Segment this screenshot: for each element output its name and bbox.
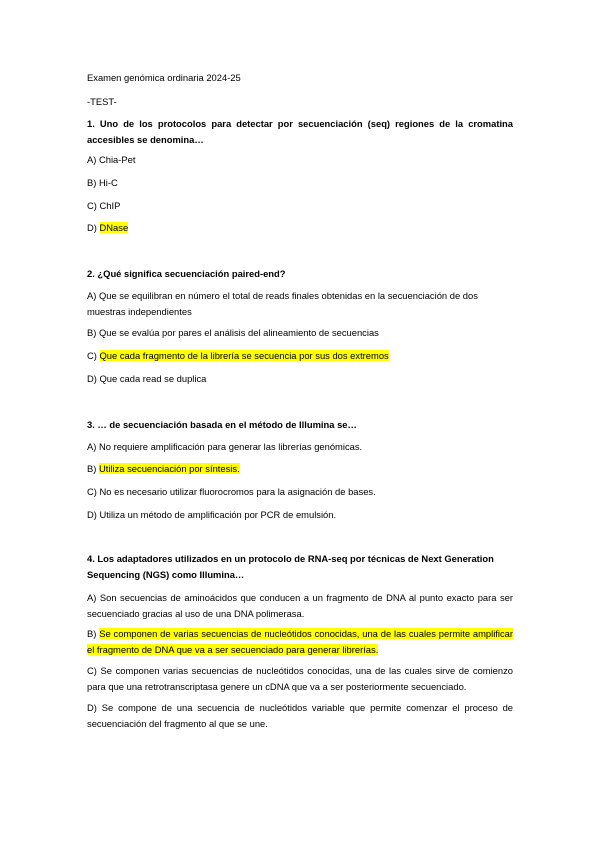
option-text: Chia-Pet <box>98 154 136 165</box>
option-letter: C) <box>87 200 97 211</box>
question-1-prompt: 1. Uno de los protocolos para detectar por secuenciación (seq) regiones de la cromatina accesibles se denomina… <box>87 118 513 145</box>
option-letter: B) <box>87 177 97 188</box>
option-letter: C) <box>87 665 97 676</box>
option-text-highlighted: Utiliza secuenciación por síntesis. <box>98 463 240 474</box>
q3-option-d <box>87 509 336 521</box>
option-letter: D) <box>87 702 97 713</box>
option-letter: A) <box>87 592 97 603</box>
option-letter: D) <box>87 373 97 384</box>
q1-option-c <box>87 200 120 212</box>
q1-option-d <box>87 222 128 234</box>
q1-option-b <box>87 177 118 189</box>
q1-option-a <box>87 154 135 166</box>
option-text: Hi-C <box>98 177 118 188</box>
option-text: No requiere amplificación para generar las librerías genómicas. <box>98 441 363 452</box>
option-text: Se compone de una secuencia de nucleótidos variable que permite comenzar el proceso de secuenciación del fragmento al que se une. <box>87 702 513 729</box>
q4-option-c <box>87 663 513 695</box>
q2-option-c <box>87 350 389 362</box>
option-text: No es necesario utilizar fluorocromos para la asignación de bases. <box>99 486 376 497</box>
q2-option-a <box>87 288 513 320</box>
option-text: Se componen varias secuencias de nucleótidos conocidas, una de las cuales sirve de comienzo para que una retrotranscriptasa genere un cDNA que va a ser posteriormente secuenciado. <box>87 665 513 692</box>
q3-option-c <box>87 486 376 498</box>
option-text-highlighted: DNase <box>99 222 129 233</box>
q2-option-d <box>87 373 206 385</box>
option-text: Son secuencias de aminoácidos que conducen a un fragmento de DNA al punto exacto para ser secuenciado gracias al uso de una DNA polimerasa. <box>87 592 513 619</box>
q2-option-b <box>87 327 379 339</box>
exam-subtitle: -TEST- <box>87 96 117 107</box>
question-4-prompt: 4. Los adaptadores utilizados en un protocolo de RNA-seq por técnicas de Next Generation Sequencing (NGS) como Illumina… <box>87 553 494 580</box>
option-letter: A) <box>87 290 97 301</box>
option-letter: A) <box>87 154 97 165</box>
option-letter: B) <box>87 628 97 639</box>
q3-option-b <box>87 463 240 475</box>
question-3-prompt: 3. … de secuenciación basada en el método de Illumina se… <box>87 419 357 430</box>
option-letter: A) <box>87 441 97 452</box>
option-text: ChIP <box>99 200 121 211</box>
option-text-highlighted: Que cada fragmento de la librería se secuencia por sus dos extremos <box>99 350 389 361</box>
option-letter: B) <box>87 463 97 474</box>
q3-option-a <box>87 441 362 453</box>
option-letter: D) <box>87 509 97 520</box>
option-text: Que se equilibran en número el total de reads finales obtenidas en la secuenciación de dos muestras independientes <box>87 290 478 317</box>
exam-title: Examen genómica ordinaria 2024-25 <box>87 72 241 83</box>
option-text: Que cada read se duplica <box>99 373 207 384</box>
q4-option-d <box>87 700 513 732</box>
q4-option-b <box>87 626 513 658</box>
option-letter: C) <box>87 350 97 361</box>
option-letter: C) <box>87 486 97 497</box>
question-2-prompt: 2. ¿Qué significa secuenciación paired-end? <box>87 268 286 279</box>
option-text-highlighted: Se componen de varias secuencias de nucleótidos conocidas, una de las cuales permite amplificar el fragmento de DNA que va a ser secuenciado para generar librerías. <box>87 628 514 655</box>
q4-option-a <box>87 590 513 622</box>
option-text: Utiliza un método de amplificación por PCR de emulsión. <box>99 509 337 520</box>
option-letter: B) <box>87 327 97 338</box>
option-letter: D) <box>87 222 97 233</box>
option-text: Que se evalúa por pares el análisis del alineamiento de secuencias <box>98 327 379 338</box>
